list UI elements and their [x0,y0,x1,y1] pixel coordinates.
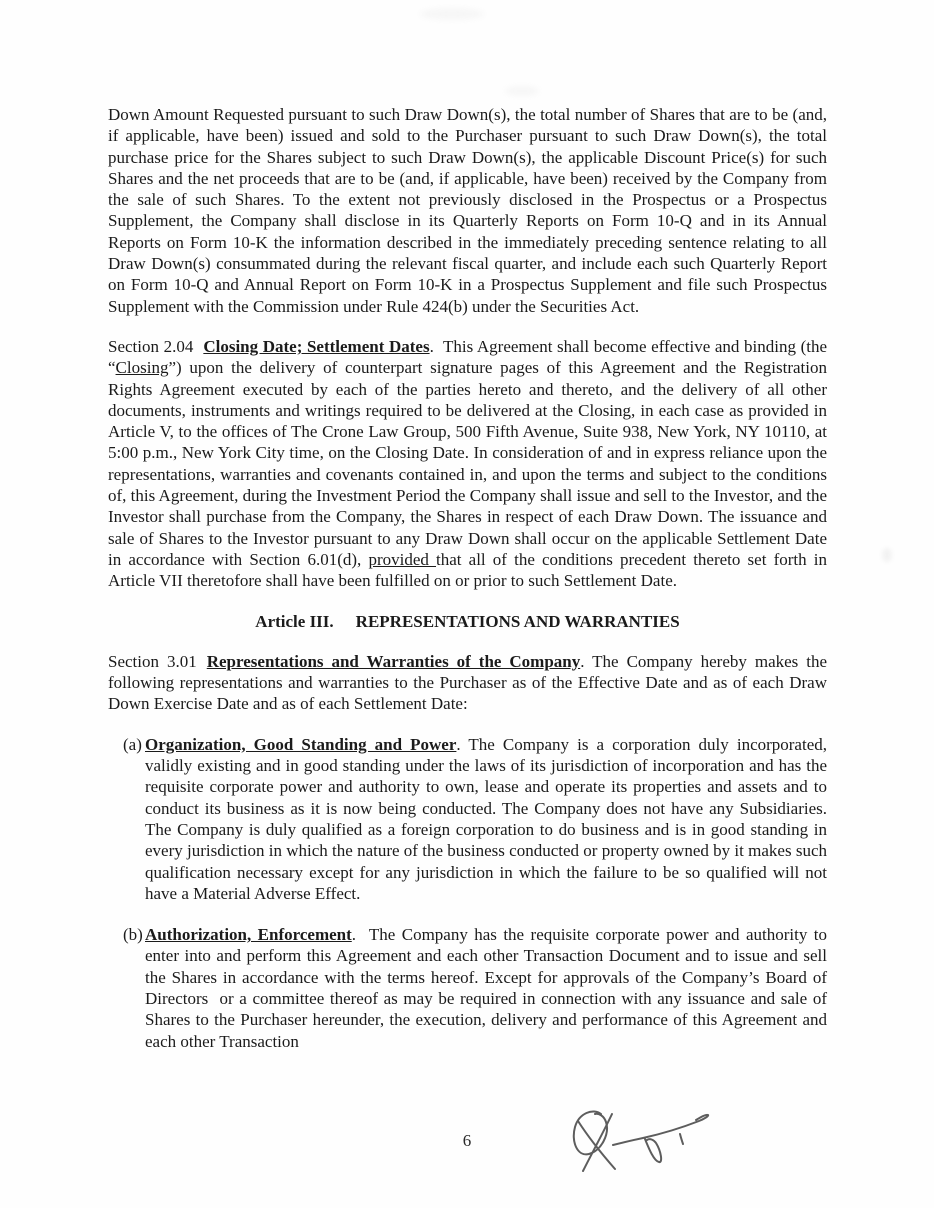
item-label: (a) [123,734,142,754]
section-label: Section 3.01 [108,651,197,671]
list-item-a [108,734,827,904]
section-text: ”) upon the delivery of counterpart signature pages of this Agreement and the Registration Rights Agreement executed by each of the parties hereto and thereto, and the delivery of all other documents, instruments and writings required to be delivered at the Closing, in each case as provided in Article V, to the offices of The Crone Law Group, 500 Fifth Avenue, Suite 938, New York, NY 10110, at 5:00 p.m., New York City time, on the Closing Date. In consideration of and in express reliance upon the representations, warranties and covenants contained in, and upon the terms and subject to the conditions of, this Agreement, during the Investment Period the Company shall issue and sell to the Investor, and the Investor shall purchase from the Company, the Shares in respect of each Draw Down. The issuance and sale of Shares to the Investor pursuant to any Draw Down shall occur on the applicable Settlement Date in accordance with Section 6.01(d), [108,358,827,569]
section-2-04-paragraph [108,336,827,592]
item-text: . The Company has the requisite corporate power and authority to enter into and perform this Agreement and each other Transaction Document and to issue and sell the Shares in accordance with the terms hereof. Except for approvals of the Company’s Board of Directors or a committee thereof as may be required in connection with any issuance and sale of Shares to the Purchaser hereunder, the execution, delivery and performance of this Agreement and each other Transaction [145,925,827,1051]
section-3-01-paragraph [108,651,827,715]
defined-term-closing: Closing [115,358,169,378]
item-text: . The Company is a corporation duly incorporated, validly existing and in good standing under the laws of its jurisdiction of incorporation and has the requisite corporate power and authority to own, lease and operate its properties and assets and to conduct its business as it is now being conducted. The Company does not have any Subsidiaries. The Company is duly qualified as a foreign corporation to do business and is in good standing in every jurisdiction in which the nature of the business conducted or property owned by it makes such qualification necessary except for any jurisdiction in which the failure to be so qualified will not have a Material Adverse Effect. [145,734,827,903]
section-text: that all of the conditions precedent thereto set forth in Article VII theretofore shall have been fulfilled on or prior to such Settlement Date. [108,549,827,591]
underlined-provided: provided [368,549,437,569]
scan-artifact [882,548,892,562]
section-heading: Representations and Warranties of the Company [206,651,581,671]
article-iii-heading [108,611,827,632]
item-label: (b) [123,925,143,945]
section-text: . The Company hereby makes the following representations and warranties to the Purchaser as of the Effective Date and as of each Draw Down Exercise Date and as of each Settlement Date: [108,651,828,714]
representations-list [108,734,827,1052]
item-heading: Authorization, Enforcement [145,925,352,945]
article-title: REPRESENTATIONS AND WARRANTIES [355,611,680,631]
list-item-b [108,924,827,1052]
page-number: 6 [462,1131,472,1150]
paragraph-text: Down Amount Requested pursuant to such Draw Down(s), the total number of Shares that are to be (and, if applicable, have been) issued and sold to the Purchaser pursuant to such Draw Down(s), the total purchase price for the Shares subject to such Draw Down(s), the applicable Discount Price(s) for such Shares and the net proceeds that are to be (and, if applicable, have been) received by the Company from the sale of such Shares. To the extent not previously disclosed in the Prospectus or a Prospectus Supplement, the Company shall disclose in its Quarterly Reports on Form 10-Q and in its Annual Reports on Form 10-K the information described in the immediately preceding sentence relating to all Draw Down(s) consummated during the relevant fiscal quarter, and include each such Quarterly Report on Form 10-Q and Annual Report on Form 10-K in a Prospectus Supplement and file such Prospectus Supplement with the Commission under Rule 424(b) under the Securities Act. [108,105,827,316]
handwritten-initials-signature [563,1101,715,1183]
section-text: . This Agreement shall become effective and binding (the “ [108,336,827,378]
scan-artifact [505,86,539,96]
paragraph-draw-down-disclosure [108,104,827,317]
item-heading: Organization, Good Standing and Power [145,734,457,754]
section-label: Section 2.04 [108,336,194,356]
article-number: Article III. [255,611,334,631]
section-heading: Closing Date; Settlement Dates [203,336,430,356]
document-body [108,104,827,1072]
scan-artifact [420,8,484,20]
